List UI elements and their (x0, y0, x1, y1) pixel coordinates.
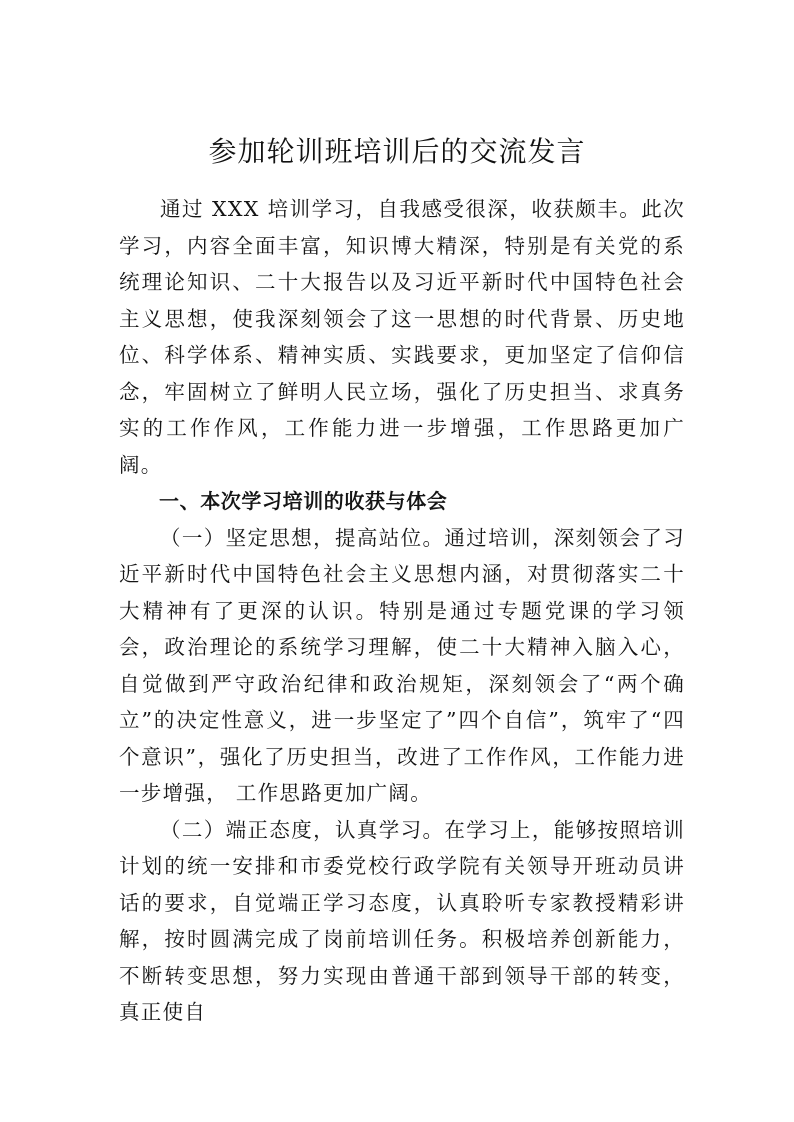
document-body (119, 191, 685, 1031)
section-heading: 一、本次学习培训的收获与体会 (159, 489, 448, 513)
subsection-paragraph-2: （二）端正态度，认真学习。在学习上，能够按照培训计划的统一安排和市委党校行政学院有关领导开班动员讲话的要求，自觉端正学习态度，认真聆听专家教授精彩讲解，按时圆满完成了岗前培训任务。积极培养创新能力，不断转变思想，努力实现由普通干部到领导干部的转变，真正使自 (119, 817, 685, 1024)
subsection-paragraph-1: （一）坚定思想，提高站位。通过培训，深刻领会了习近平新时代中国特色社会主义思想内涵，对贯彻落实二十大精神有了更深的认识。特别是通过专题党课的学习领会，政治理论的系统学习理解，使二十大精神入脑入心，自觉做到严守政治纪律和政治规矩，深刻领会了“两个确立”的决定性意义，进一步坚定了”四个自信”，筑牢了“四个意识”，强化了历史担当，改进了工作作风，工作能力进一步增强， 工作思路更加广阔。 (119, 525, 685, 805)
intro-paragraph: 通过 XXX 培训学习，自我感受很深，收获颇丰。此次学习，内容全面丰富，知识博大精深，特别是有关党的系统理论知识、二十大报告以及习近平新时代中国特色社会主义思想，使我深刻领会了这一思想的时代背景、历史地位、科学体系、精神实质、实践要求，更加坚定了信仰信念，牢固树立了鲜明人民立场，强化了历史担当、求真务实的工作作风，工作能力进一步增强，工作思路更加广阔。 (119, 197, 685, 477)
document-title: 参加轮训班培训后的交流发言 (208, 135, 586, 168)
